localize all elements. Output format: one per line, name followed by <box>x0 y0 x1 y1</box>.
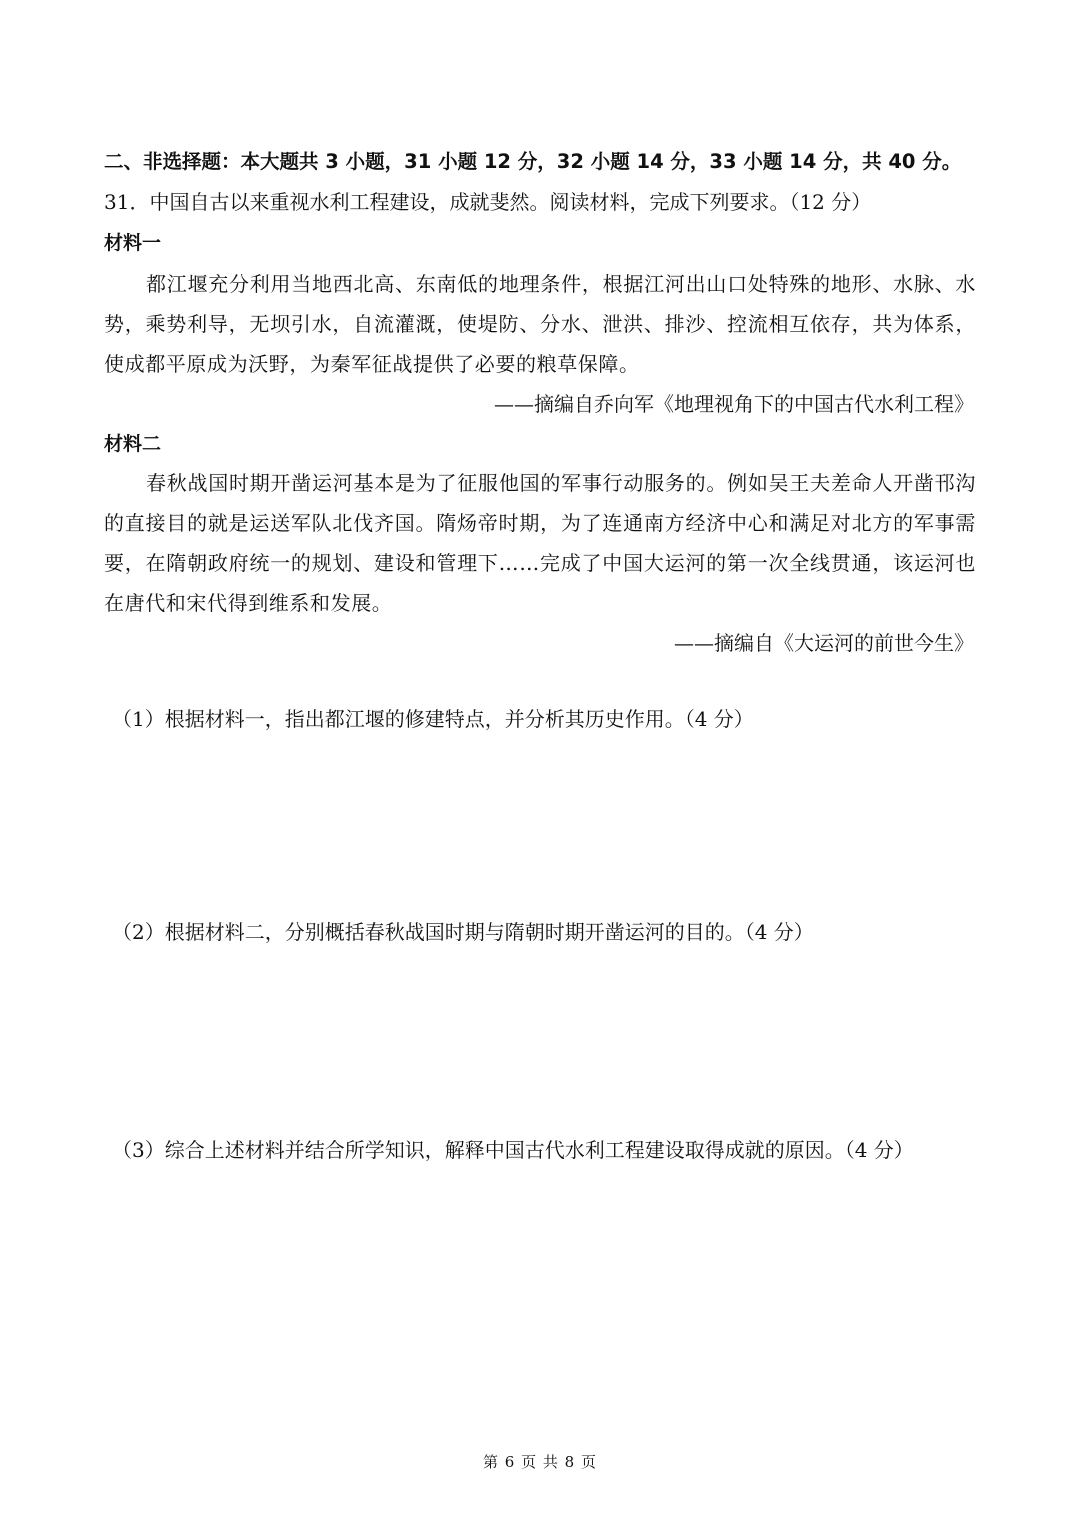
material-2-text: 春秋战国时期开凿运河基本是为了征服他国的军事行动服务的。例如吴王夫差命人开凿邗沟的直接目的就是运送军队北伐齐国。隋炀帝时期，为了连通南方经济中心和满足对北方的军事需要，在隋朝政府统一的规划、建设和管理下……完成了中国大运河的第一次全线贯通，该运河也在唐代和宋代得到维系和发展。 <box>104 471 976 615</box>
page-footer: 第 6 页 共 8 页 <box>483 1453 597 1471</box>
material-1-text: 都江堰充分利用当地西北高、东南低的地理条件，根据江河出山口处特殊的地形、水脉、水势，乘势利导，无坝引水，自流灌溉，使堤防、分水、泄洪、排沙、控流相互依存，共为体系，使成都平原成为沃野，为秦军征战提供了必要的粮草保障。 <box>104 272 976 376</box>
sub-question-3: （3）综合上述材料并结合所学知识，解释中国古代水利工程建设取得成就的原因。（4 分） <box>112 1138 914 1162</box>
question-title: 31．中国自古以来重视水利工程建设，成就斐然。阅读材料，完成下列要求。（12 分） <box>104 190 872 214</box>
section-heading: 二、非选择题：本大题共 3 小题，31 小题 12 分，32 小题 14 分，33 小题 14 分，共 40 分。 <box>104 150 962 173</box>
material-1-label: 材料一 <box>104 232 162 254</box>
material-2-source: ——摘编自《大运河的前世今生》 <box>674 631 974 655</box>
sub-question-2: （2）根据材料二，分别概括春秋战国时期与隋朝时期开凿运河的目的。（4 分） <box>112 920 814 944</box>
sub-question-1: （1）根据材料一，指出都江堰的修建特点，并分析其历史作用。（4 分） <box>112 707 754 731</box>
material-2-label: 材料二 <box>104 433 162 455</box>
material-1-source: ——摘编自乔向军《地理视角下的中国古代水利工程》 <box>494 392 974 416</box>
